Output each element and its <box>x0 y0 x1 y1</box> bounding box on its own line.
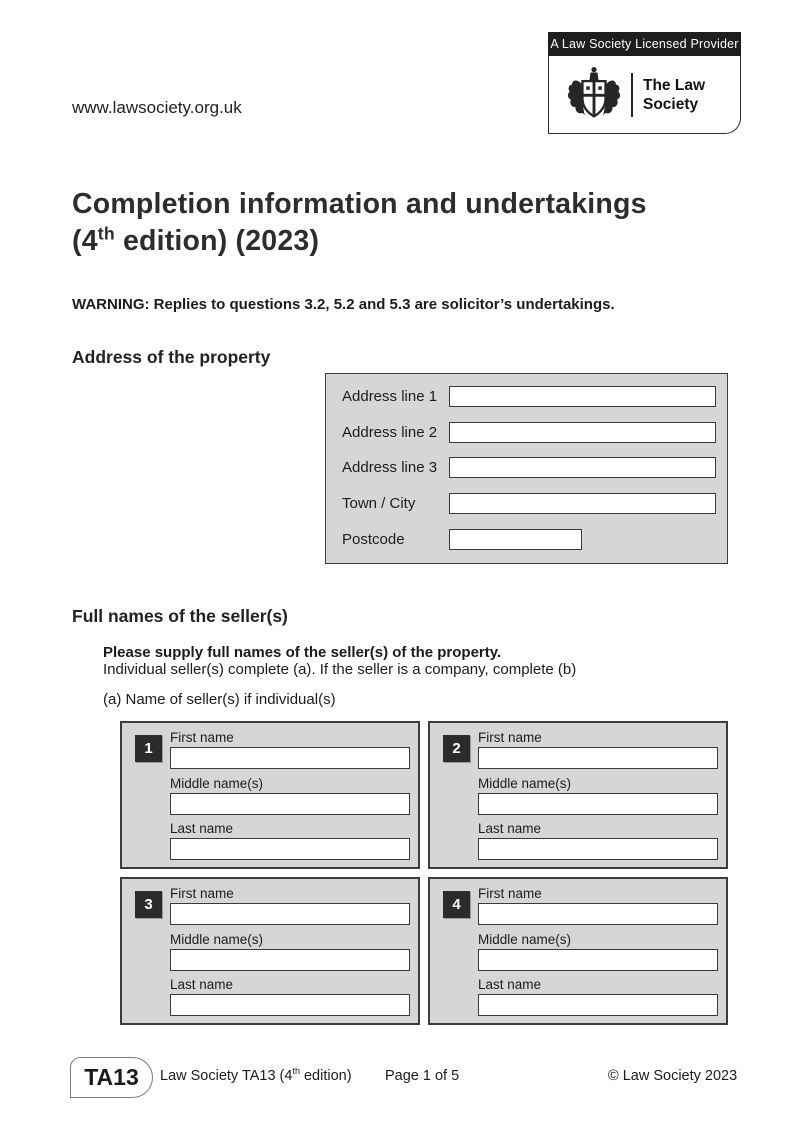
warning-text: WARNING: Replies to questions 3.2, 5.2 and 5.3 are solicitor’s undertakings. <box>72 296 615 313</box>
seller-1-last-name-label: Last name <box>170 821 234 836</box>
title-ordinal-suffix: th <box>97 223 115 244</box>
sellers-instruction: Individual seller(s) complete (a). If the seller is a company, complete (b) <box>103 661 577 678</box>
seller-4-last-name-label: Last name <box>478 977 542 992</box>
seller-3-number-badge: 3 <box>135 891 162 918</box>
seller-2-middle-names-input[interactable] <box>478 793 718 815</box>
address-line-2-label: Address line 2 <box>342 424 438 441</box>
address-line-1-row <box>326 386 727 407</box>
seller-1-first-name-input[interactable] <box>170 747 410 769</box>
site-url: www.lawsociety.org.uk <box>72 98 242 117</box>
seller-4-last-name-input[interactable] <box>478 994 718 1016</box>
address-line-3-input[interactable] <box>449 457 716 478</box>
seller-4-first-name-input[interactable] <box>478 903 718 925</box>
seller-1-number-badge: 1 <box>135 735 162 762</box>
seller-grid <box>120 721 728 1025</box>
seller-4-first-name-label: First name <box>478 886 542 901</box>
seller-4-middle-names-label: Middle name(s) <box>478 932 572 947</box>
postcode-label: Postcode <box>342 531 405 548</box>
seller-3-middle-names-input[interactable] <box>170 949 410 971</box>
seller-box-3 <box>120 877 420 1025</box>
seller-1-last-name-input[interactable] <box>170 838 410 860</box>
licensed-provider-banner: A Law Society Licensed Provider <box>548 32 741 56</box>
postcode-row <box>326 529 727 550</box>
address-section-heading: Address of the property <box>72 347 271 367</box>
law-society-logo-block <box>548 32 741 134</box>
seller-box-2 <box>428 721 728 869</box>
seller-2-last-name-input[interactable] <box>478 838 718 860</box>
address-line-3-label: Address line 3 <box>342 459 438 476</box>
logo-divider <box>631 73 633 117</box>
seller-4-number-badge: 4 <box>443 891 470 918</box>
law-society-logo-box <box>548 56 741 134</box>
sellers-instruction-bold: Please supply full names of the seller(s) of the property. <box>103 644 502 661</box>
seller-3-last-name-input[interactable] <box>170 994 410 1016</box>
seller-2-number-badge: 2 <box>443 735 470 762</box>
town-city-label: Town / City <box>342 495 416 512</box>
seller-box-4 <box>428 877 728 1025</box>
sellers-sub-label: (a) Name of seller(s) if individual(s) <box>103 691 336 708</box>
title-line-2-post: edition) (2023) <box>114 225 320 257</box>
seller-2-middle-names-label: Middle name(s) <box>478 776 572 791</box>
wordmark-line-1: The Law <box>643 76 706 94</box>
seller-2-last-name-label: Last name <box>478 821 542 836</box>
wordmark-line-2: Society <box>643 95 699 113</box>
law-society-wordmark <box>643 76 705 114</box>
town-city-row <box>326 493 727 514</box>
address-box <box>325 373 728 564</box>
seller-2-first-name-input[interactable] <box>478 747 718 769</box>
seller-3-first-name-input[interactable] <box>170 903 410 925</box>
seller-2-first-name-label: First name <box>478 730 542 745</box>
sellers-section-heading: Full names of the seller(s) <box>72 606 288 626</box>
seller-4-middle-names-input[interactable] <box>478 949 718 971</box>
footer-doc-label-pre: Law Society TA13 (4 <box>160 1068 293 1084</box>
footer-doc-label-post: edition) <box>299 1068 352 1084</box>
form-code-badge: TA13 <box>70 1057 153 1098</box>
seller-3-middle-names-label: Middle name(s) <box>170 932 264 947</box>
seller-box-1 <box>120 721 420 869</box>
footer-ordinal-suffix: th <box>292 1066 300 1077</box>
footer-doc-label <box>160 1068 352 1084</box>
seller-1-first-name-label: First name <box>170 730 234 745</box>
title-line-1: Completion information and undertakings <box>72 188 647 220</box>
address-line-1-label: Address line 1 <box>342 388 438 405</box>
page-indicator: Page 1 of 5 <box>385 1068 460 1084</box>
title-line-2-pre: (4 <box>72 225 98 257</box>
address-line-1-input[interactable] <box>449 386 716 407</box>
town-city-input[interactable] <box>449 493 716 514</box>
seller-3-last-name-label: Last name <box>170 977 234 992</box>
seller-1-middle-names-input[interactable] <box>170 793 410 815</box>
page-title <box>72 186 762 260</box>
copyright-notice: © Law Society 2023 <box>608 1068 738 1084</box>
address-line-2-row <box>326 422 727 443</box>
seller-1-middle-names-label: Middle name(s) <box>170 776 264 791</box>
address-line-3-row <box>326 457 727 478</box>
law-society-crest-icon <box>565 65 623 125</box>
postcode-input[interactable] <box>449 529 582 550</box>
seller-3-first-name-label: First name <box>170 886 234 901</box>
address-line-2-input[interactable] <box>449 422 716 443</box>
